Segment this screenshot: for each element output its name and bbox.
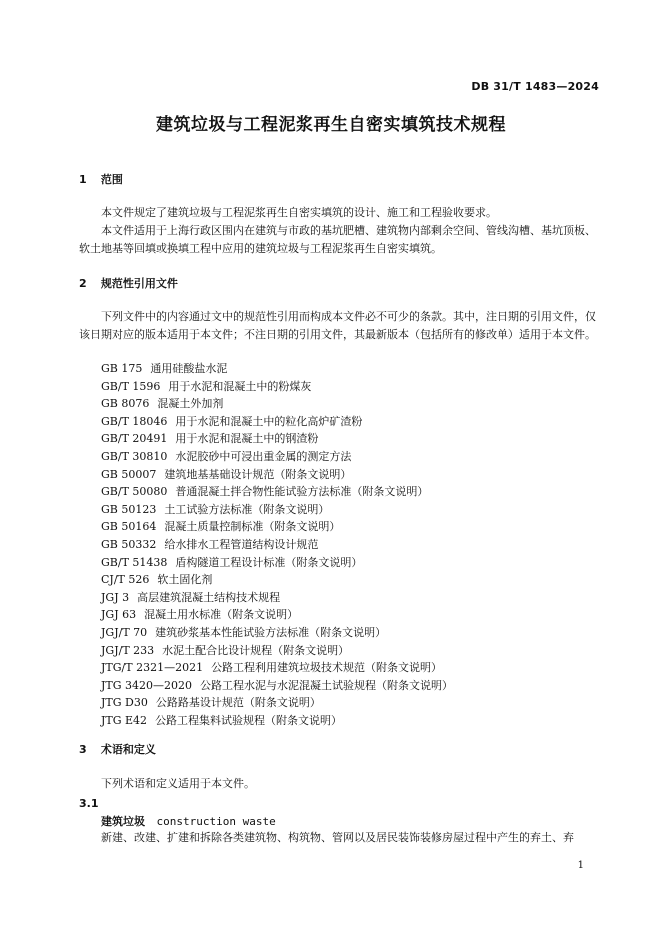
term-chinese: 建筑垃圾 <box>101 815 145 828</box>
reference-item <box>101 606 453 624</box>
section-number: 3 <box>79 743 87 756</box>
reference-item <box>101 642 453 660</box>
reference-code: JGJ/T 70 <box>101 625 148 639</box>
reference-code: CJ/T 526 <box>101 573 150 587</box>
reference-code: GB/T 50080 <box>101 485 168 499</box>
reference-title: 混凝土外加剂 <box>157 397 224 411</box>
reference-code: GB 50123 <box>101 502 157 516</box>
reference-code: GB/T 30810 <box>101 449 168 463</box>
section-number: 1 <box>79 173 87 186</box>
reference-title: 公路工程利用建筑垃圾技术规范（附条文说明） <box>211 661 443 675</box>
reference-title: 用于水泥和混凝土中的钢渣粉 <box>175 432 319 446</box>
section-number: 2 <box>79 277 87 290</box>
reference-code: GB 50007 <box>101 467 157 481</box>
reference-title: 土工试验方法标准（附条文说明） <box>164 502 330 516</box>
scope-paragraph-1: 本文件规定了建筑垃圾与工程泥浆再生自密实填筑的设计、施工和工程验收要求。 <box>101 206 497 219</box>
reference-title: 软土固化剂 <box>157 573 213 587</box>
reference-code: JTG E42 <box>101 713 148 727</box>
reference-item <box>101 694 453 712</box>
reference-title: 建筑地基基础设计规范（附条文说明） <box>164 467 352 481</box>
reference-title: 普通混凝土拌合物性能试验方法标准（附条文说明） <box>175 485 429 499</box>
section-heading-terms-definitions <box>79 741 156 757</box>
term-english: construction waste <box>156 815 276 828</box>
scope-paragraph-2: 本文件适用于上海行政区围内在建筑与市政的基坑肥槽、建筑物内部剩余空间、管线沟槽、基坑顶板、软土地基等回填或换填工程中应用的建筑垃圾与工程泥浆再生自密实填筑。 <box>79 224 596 255</box>
reference-title: 高层建筑混凝土结构技术规程 <box>137 590 281 604</box>
standard-code: DB 31/T 1483—2024 <box>471 80 599 93</box>
reference-title: 公路工程水泥与水泥混凝土试验规程（附条文说明） <box>200 678 454 692</box>
reference-code: GB 50332 <box>101 537 157 551</box>
reference-item <box>101 624 453 642</box>
reference-code: JGJ 3 <box>101 590 130 604</box>
clause-number: 3.1 <box>79 797 99 810</box>
reference-title: 通用硅酸盐水泥 <box>150 362 228 375</box>
reference-title: 公路工程集料试验规程（附条文说明） <box>155 713 343 727</box>
reference-title: 水泥胶砂中可浸出重金属的测定方法 <box>175 449 352 463</box>
reference-item <box>101 378 453 396</box>
reference-item <box>101 677 453 695</box>
reference-item <box>101 536 453 554</box>
reference-item <box>101 448 453 466</box>
reference-code: JGJ 63 <box>101 608 137 622</box>
section-title: 范围 <box>100 173 123 186</box>
reference-item <box>101 659 453 677</box>
reference-code: GB/T 51438 <box>101 555 168 569</box>
reference-item <box>101 571 453 589</box>
reference-item <box>101 413 453 431</box>
reference-title: 给水排水工程管道结构设计规范 <box>164 537 319 551</box>
term-definition: 新建、改建、扩建和拆除各类建筑物、构筑物、管网以及居民装饰装修房屋过程中产生的弃土、弃 <box>101 831 574 844</box>
reference-code: GB/T 1596 <box>101 379 161 393</box>
reference-item <box>101 360 453 378</box>
reference-code: GB 50164 <box>101 520 157 534</box>
reference-item <box>101 518 453 536</box>
reference-code: GB 8076 <box>101 397 150 411</box>
reference-code: GB/T 18046 <box>101 414 168 428</box>
reference-title: 混凝土质量控制标准（附条文说明） <box>164 520 341 534</box>
reference-item <box>101 466 453 484</box>
reference-code: JTG D30 <box>101 696 148 710</box>
reference-list <box>101 360 453 729</box>
reference-title: 用于水泥和混凝土中的粒化高炉矿渣粉 <box>175 414 363 428</box>
reference-code: GB/T 20491 <box>101 432 168 446</box>
reference-item <box>101 483 453 501</box>
reference-title: 建筑砂浆基本性能试验方法标准（附条文说明） <box>155 625 387 639</box>
reference-title: 公路路基设计规范（附条文说明） <box>155 696 321 710</box>
reference-item <box>101 589 453 607</box>
reference-title: 用于水泥和混凝土中的粉煤灰 <box>168 379 312 393</box>
document-title: 建筑垃圾与工程泥浆再生自密实填筑技术规程 <box>156 115 506 135</box>
reference-title: 盾构隧道工程设计标准（附条文说明） <box>175 555 363 569</box>
reference-code: JTG 3420—2020 <box>101 678 193 692</box>
reference-item <box>101 501 453 519</box>
page-number: 1 <box>577 860 584 871</box>
references-intro-paragraph: 下列文件中的内容通过文中的规范性引用而构成本文件必不可少的条款。其中，注日期的引用文件，仅该日期对应的版本适用于本文件；不注日期的引用文件，其最新版本（包括所有的修改单）适用于本文件。 <box>79 310 596 341</box>
reference-item <box>101 430 453 448</box>
reference-title: 混凝土用水标准（附条文说明） <box>144 608 299 622</box>
terms-intro-paragraph: 下列术语和定义适用于本文件。 <box>101 777 255 790</box>
section-title: 术语和定义 <box>100 743 156 756</box>
reference-item <box>101 554 453 572</box>
reference-code: GB 175 <box>101 362 143 375</box>
section-title: 规范性引用文件 <box>100 277 178 290</box>
reference-item <box>101 712 453 730</box>
reference-code: JTG/T 2321—2021 <box>101 661 204 675</box>
reference-title: 水泥土配合比设计规程（附条文说明） <box>162 643 350 657</box>
term-entry <box>101 813 276 829</box>
section-heading-scope <box>79 171 123 187</box>
reference-item <box>101 395 453 413</box>
section-heading-normative-references <box>79 275 178 291</box>
reference-code: JGJ/T 233 <box>101 643 155 657</box>
